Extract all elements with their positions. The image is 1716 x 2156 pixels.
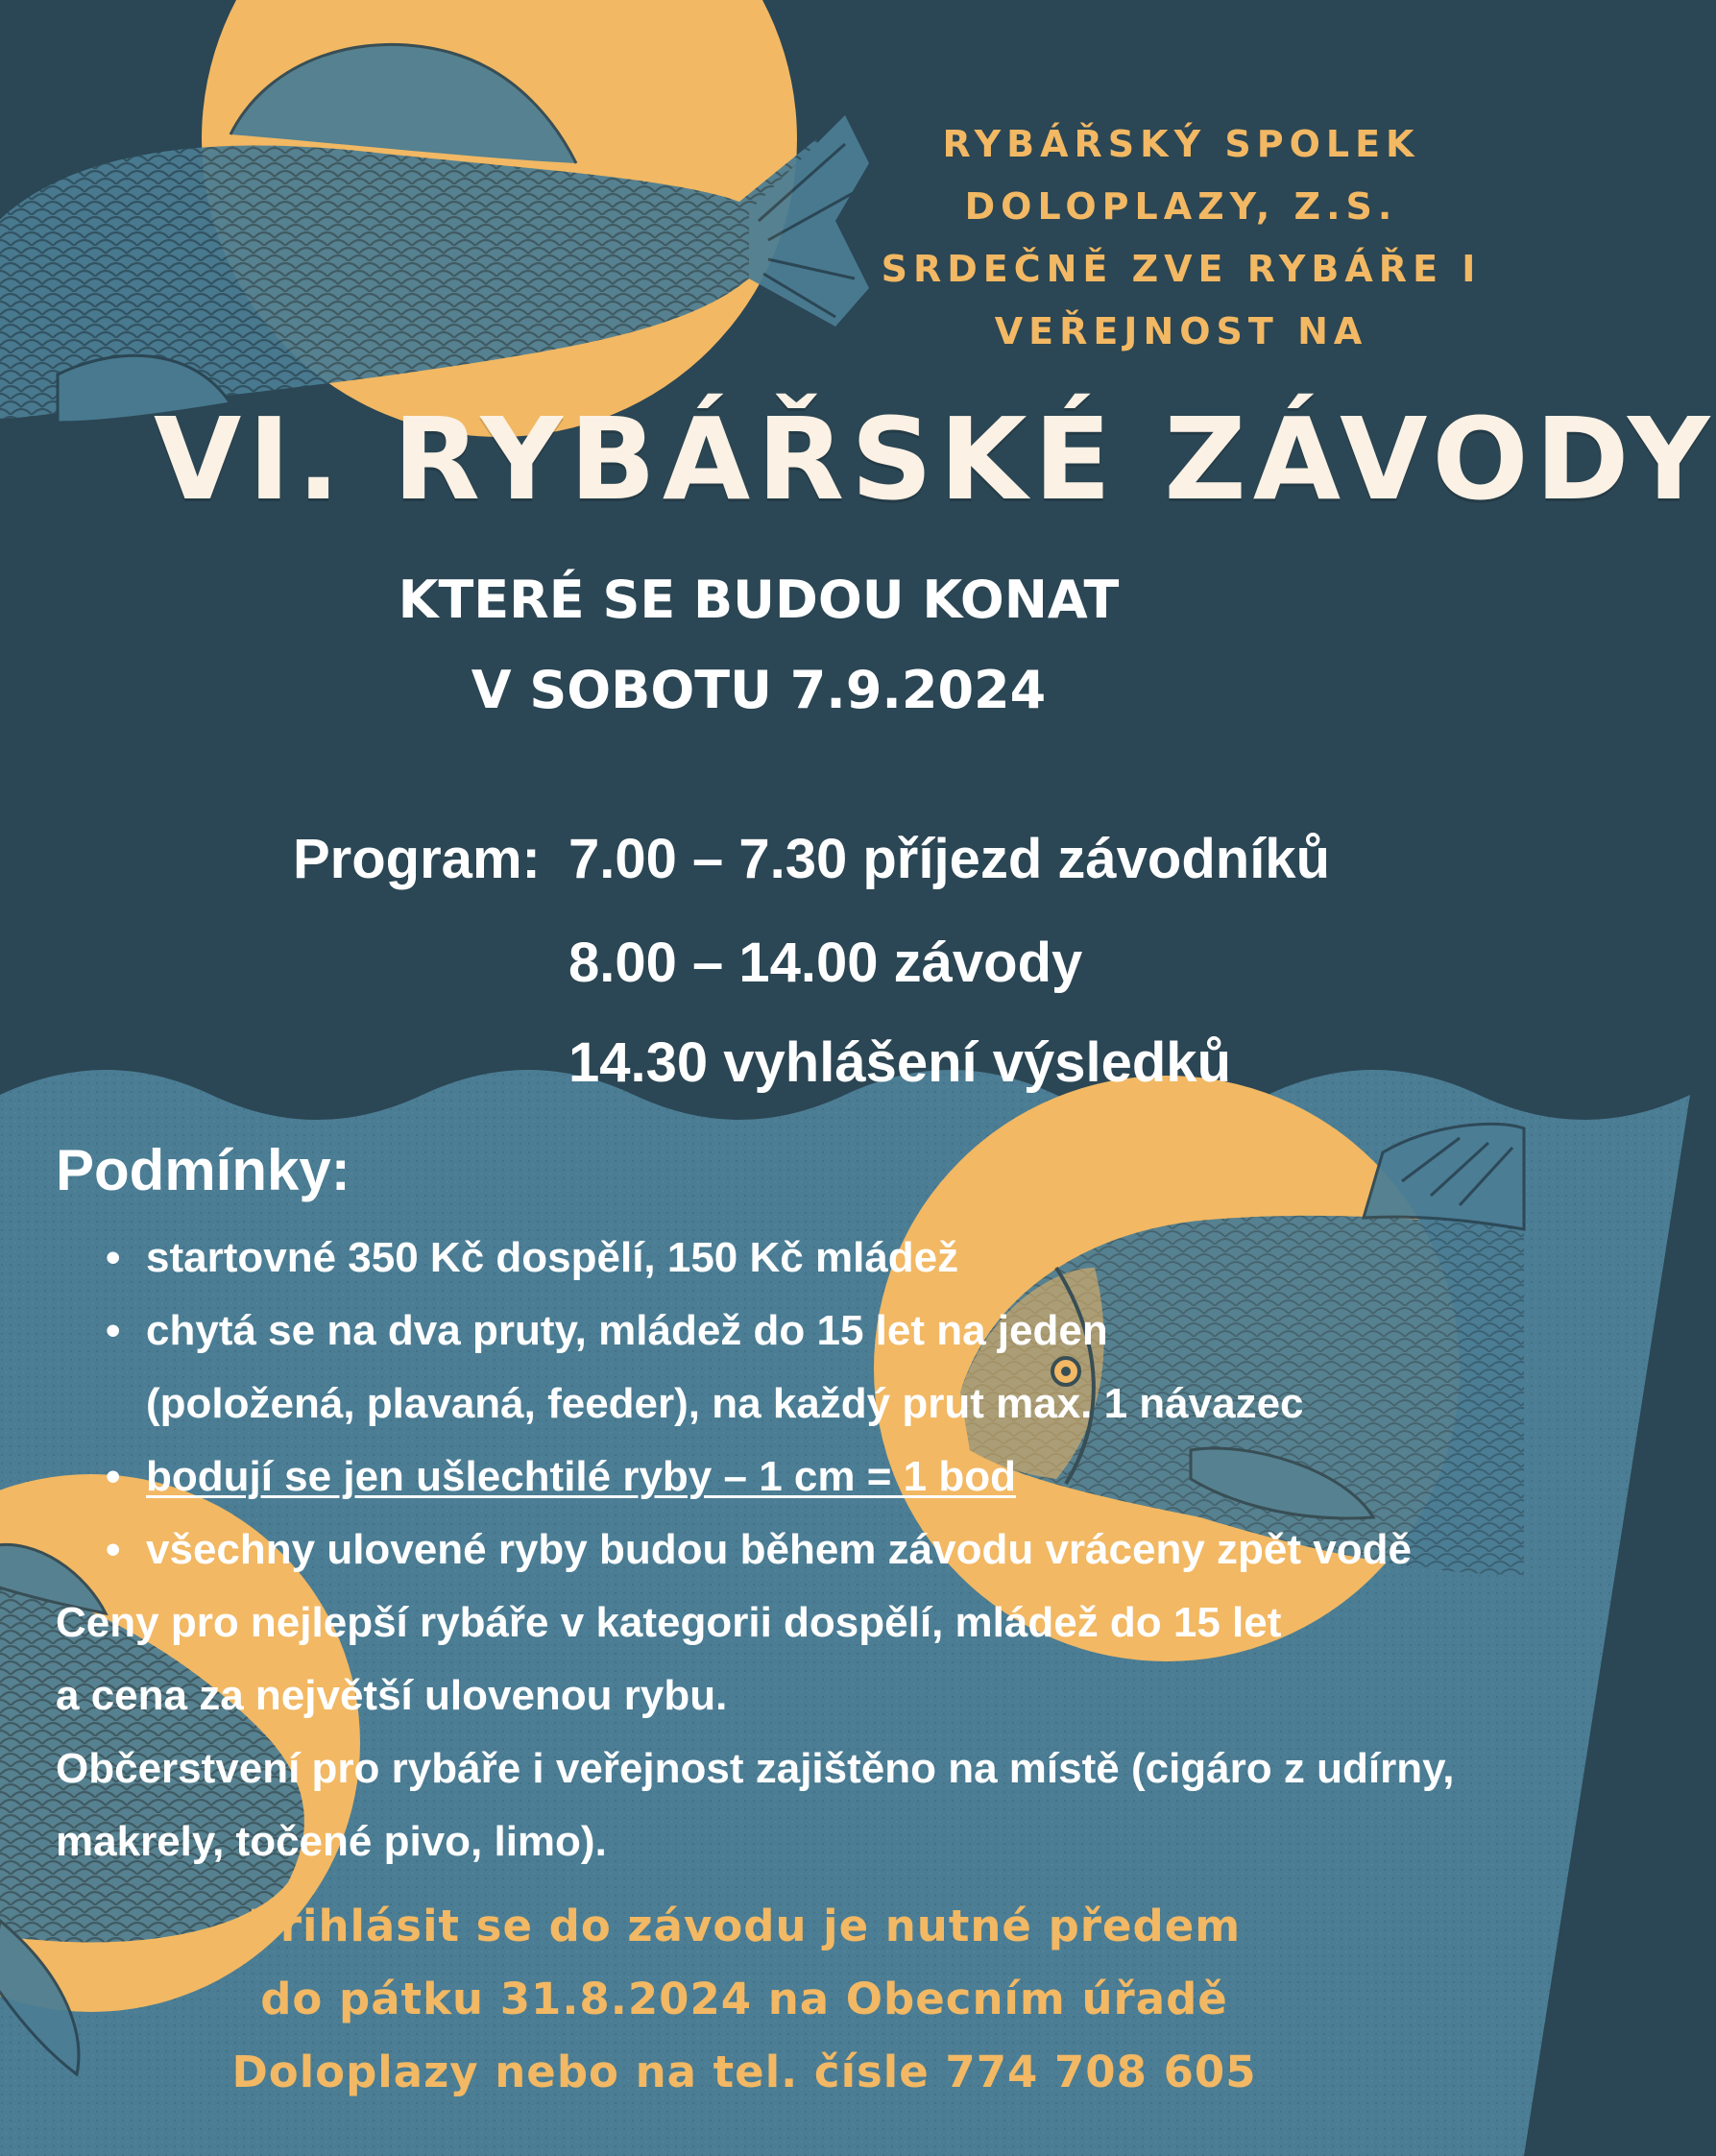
condition-item: • chytá se na dva pruty, mládež do 15 let na jeden (106, 1295, 1508, 1368)
program-item: 7.00 – 7.30 příjezd závodníků (568, 828, 1330, 890)
scoring-rule: bodují se jen ušlechtilé ryby – 1 cm = 1 bod (146, 1453, 1016, 1500)
program-item: 8.00 – 14.00 závody (568, 932, 1083, 994)
refreshments-text: Občerstvení pro rybáře i veřejnost zajištěno na místě (cigáro z udírny, (56, 1745, 1455, 1792)
registration-line: Přihlásit se do závodu je nutné předem (247, 1901, 1242, 1951)
subtitle-line: V SOBOTU 7.9.2024 (471, 660, 1047, 720)
registration-line: do pátku 31.8.2024 na Obecním úřadě (260, 1974, 1228, 2024)
registration-line: Doloplazy nebo na tel. čísle 774 708 605 (231, 2047, 1257, 2097)
program-label: Program: (293, 828, 541, 890)
condition-item-continuation: (položená, plavaná, feeder), na každý prut max. 1 návazec (146, 1380, 1304, 1427)
prizes-text: a cena za největší ulovenou rybu. (56, 1672, 728, 1719)
conditions-heading: Podmínky: (56, 1138, 350, 1202)
program-item: 14.30 vyhlášení výsledků (568, 1031, 1231, 1094)
event-title: VI. RYBÁŘSKÉ ZÁVODY (154, 393, 1716, 525)
intro-line: DOLOPLAZY, Z.S. (964, 185, 1398, 228)
refreshments-text: makrely, točené pivo, limo). (56, 1818, 607, 1865)
condition-item (106, 1441, 1508, 1514)
registration-info (192, 1890, 1296, 2109)
intro-line: VEŘEJNOST NA (994, 310, 1368, 352)
conditions-list (106, 1222, 1508, 1587)
prizes-text: Ceny pro nejlepší rybáře v kategorii dospělí, mládež do 15 let (56, 1599, 1282, 1646)
subtitle-line: KTERÉ SE BUDOU KONAT (398, 569, 1120, 630)
event-date (326, 555, 1191, 736)
intro-line: SRDEČNĚ ZVE RYBÁŘE I (881, 248, 1482, 290)
condition-item: • všechny ulovené ryby budou během závodu vráceny zpět vodě (106, 1514, 1508, 1587)
organizer-invitation (845, 113, 1517, 363)
condition-item: • startovné 350 Kč dospělí, 150 Kč mládež (106, 1222, 1508, 1295)
intro-line: RYBÁŘSKÝ SPOLEK (942, 123, 1420, 165)
